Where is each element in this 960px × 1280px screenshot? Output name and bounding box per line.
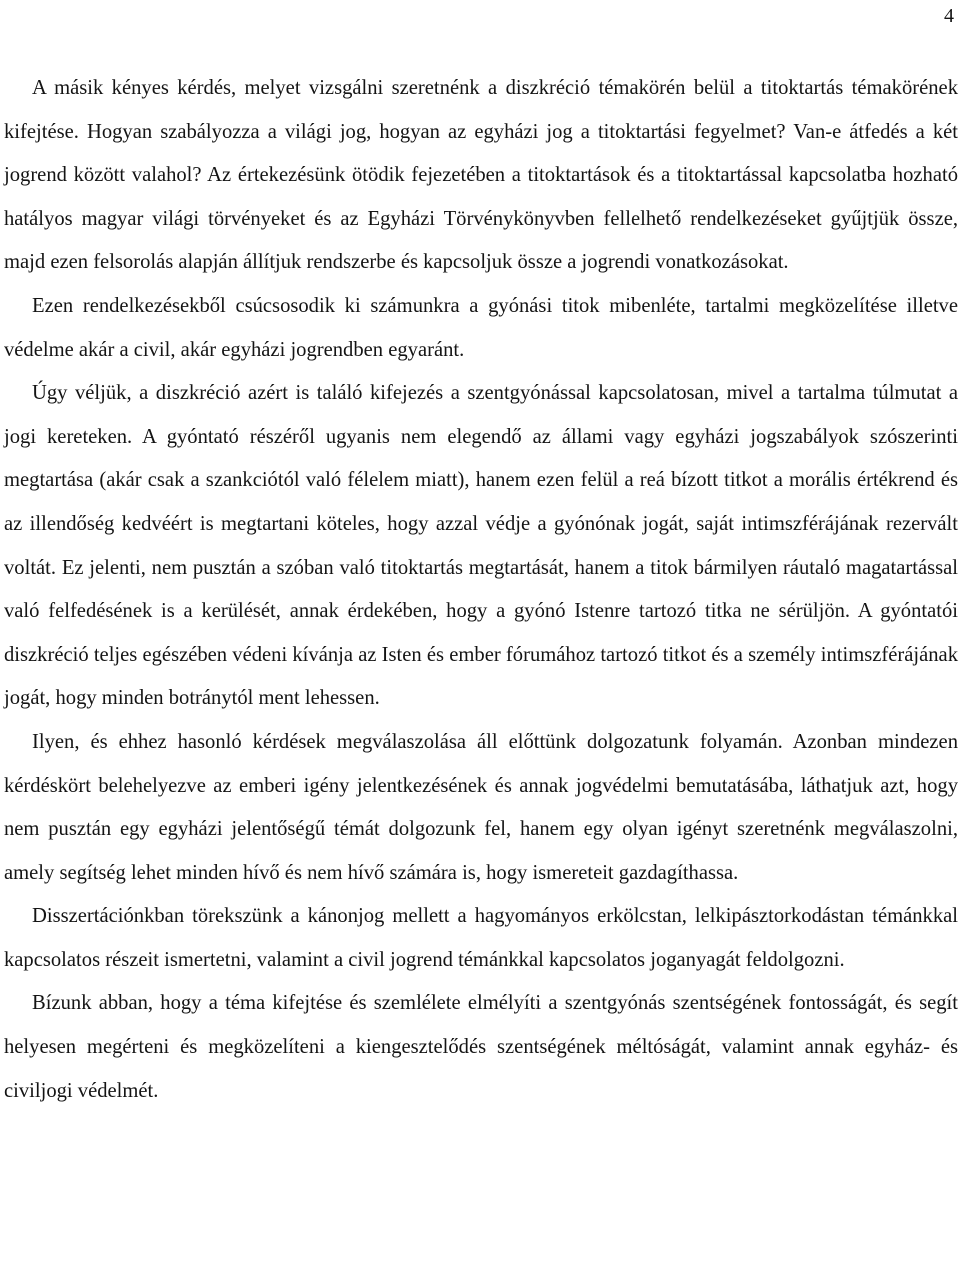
paragraph-5: Disszertációnkban törekszünk a kánonjog mellett a hagyományos erkölcstan, lelkipásztorkodástan témánkkal kapcsolatos részeit ismertetni, valamint a civil jogrend témánkkal kapcsolatos joganyagát feldolgozni. (4, 905, 958, 971)
page-number: 4 (944, 5, 954, 27)
paragraph-1: A másik kényes kérdés, melyet vizsgálni szeretnénk a diszkréció témakörén belül a titoktartás témakörének kifejtése. Hogyan szabályozza a világi jog, hogyan az egyházi jog a titoktartási fegyelmet? Van-e átfedés a két jogrend között valahol? Az értekezésünk ötödik fejezetében a titoktartások és a titoktartással kapcsolatba hozható hatályos magyar világi törvényeket és az Egyházi Törvénykönyvben fellelhető rendelkezéseket gyűjtjük össze, majd ezen felsorolás alapján állítjuk rendszerbe és kapcsoljuk össze a jogrendi vonatkozásokat. (4, 77, 958, 274)
body-text (4, 67, 958, 1113)
paragraph-4: Ilyen, és ehhez hasonló kérdések megválaszolása áll előttünk dolgozatunk folyamán. Azonban mindezen kérdéskört belehelyezve az emberi igény jelentkezésének és annak jogvédelmi bemutatásába, láthatjuk azt, hogy nem pusztán egy egyházi jelentőségű témát dolgozunk fel, hanem egy olyan igényt szeretnénk megválaszolni, amely segítség lehet minden hívő és nem hívő számára is, hogy ismereteit gazdagíthassa. (4, 730, 958, 884)
paragraph-3: Úgy véljük, a diszkréció azért is találó kifejezés a szentgyónással kapcsolatosan, mivel a tartalma túlmutat a jogi kereteken. A gyóntató részéről ugyanis nem elegendő az állami vagy egyházi jogszabályok szószerinti megtartása (akár csak a szankciótól való félelem miatt), hanem ezen felül a reá bízott titkot a morális értékrend és az illendőség kedvéért is megtartani köteles, hogy azzal védje a gyónónak jogát, saját intimszférájának rezervált voltát. Ez jelenti, nem pusztán a szóban való titoktartás megtartását, hanem a titok bármilyen ráutaló magatartással való felfedésének is a kerülését, annak érdekében, hogy a gyónó Istenre tartozó titka ne sérüljön. A gyóntatói diszkréció teljes egészében védeni kívánja az Isten és ember fórumához tartozó titkot és a személy intimszférájának jogát, hogy minden botránytól ment lehessen. (4, 382, 958, 710)
paragraph-6: Bízunk abban, hogy a téma kifejtése és szemlélete elmélyíti a szentgyónás szentségének fontosságát, és segít helyesen megérteni és megközelíteni a kiengesztelődés szentségének méltóságát, valamint annak egyház- és civiljogi védelmét. (4, 992, 958, 1102)
paragraph-2: Ezen rendelkezésekből csúcsosodik ki számunkra a gyónási titok mibenléte, tartalmi megközelítése illetve védelme akár a civil, akár egyházi jogrendben egyaránt. (4, 294, 958, 361)
